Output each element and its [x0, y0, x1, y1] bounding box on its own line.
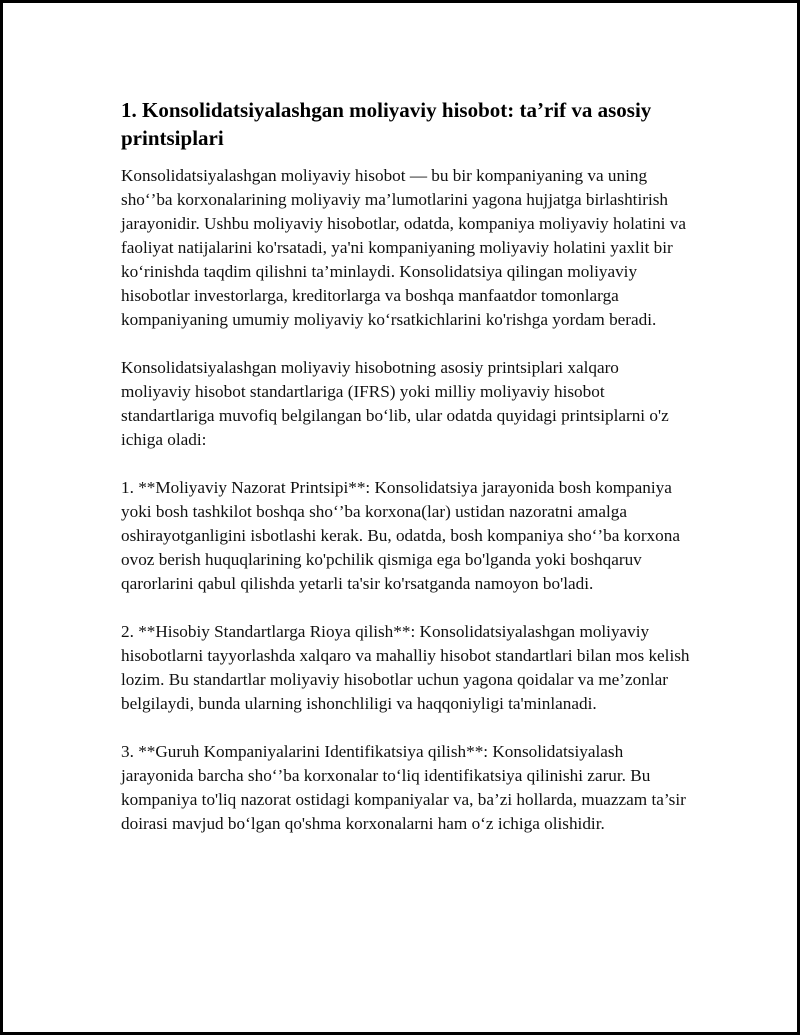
paragraph-intro: Konsolidatsiyalashgan moliyaviy hisobot — bu bir kompaniyaning va uning sho‘’ba korxonalarining moliyaviy ma’lumotlarini yagona hujjatga birlashtirish jarayonidir. Ushbu moliyaviy hisobotlar, odatda, kompaniya moliyaviy holatini va faoliyat natijalarini ko'rsatadi, ya'ni kompaniyaning moliyaviy holatini yaxlit bir ko‘rinishda taqdim qilishni ta’minlaydi. Konsolidatsiya qilingan moliyaviy hisobotlar investorlarga, kreditorlarga va boshqa manfaatdor tomonlarga kompaniyaning umumiy moliyaviy ko‘rsatkichlarini ko'rishga yordam beradi.	[121, 166, 686, 329]
list-item-2: 2. **Hisobiy Standartlarga Rioya qilish**: Konsolidatsiyalashgan moliyaviy hisobotlarni tayyorlashda xalqaro va mahalliy hisobot standartlari bilan mos kelish lozim. Bu standartlar moliyaviy hisobotlar uchun yagona qoidalar va me’zonlar belgilaydi, bunda ularning ishonchliligi va haqqoniyligi ta'minlanadi.	[121, 622, 690, 713]
list-item-3: 3. **Guruh Kompaniyalarini Identifikatsiya qilish**: Konsolidatsiyalash jarayonida barcha sho‘’ba korxonalar to‘liq identifikatsiya qilinishi zarur. Bu kompaniya to'liq nazorat ostidagi kompaniyalar va, ba’zi hollarda, muazzam ta’sir doirasi mavjud bo‘lgan qo'shma korxonalarni ham o‘z ichiga olishidir.	[121, 742, 686, 833]
section-heading: 1. Konsolidatsiyalashgan moliyaviy hisobot: ta’rif va asosiy printsiplari	[121, 98, 652, 150]
paragraph-principles: Konsolidatsiyalashgan moliyaviy hisobotning asosiy printsiplari xalqaro moliyaviy hisobot standartlariga (IFRS) yoki milliy moliyaviy hisobot standartlariga muvofiq belgilangan bo‘lib, ular odatda quyidagi printsiplarni o'z ichiga oladi:	[121, 358, 669, 449]
document-body	[121, 96, 691, 860]
list-item-1: 1. **Moliyaviy Nazorat Printsipi**: Konsolidatsiya jarayonida bosh kompaniya yoki bosh tashkilot boshqa sho‘’ba korxona(lar) ustidan nazoratni amalga oshirayotganligini isbotlashi kerak. Bu, odatda, bosh kompaniya sho‘’ba korxona ovoz berish huquqlarining ko'pchilik qismiga ega bo'lganda yoki boshqaruv qarorlarini qabul qilishda yetarli ta'sir ko'rsatganda namoyon bo'ladi.	[121, 478, 680, 593]
